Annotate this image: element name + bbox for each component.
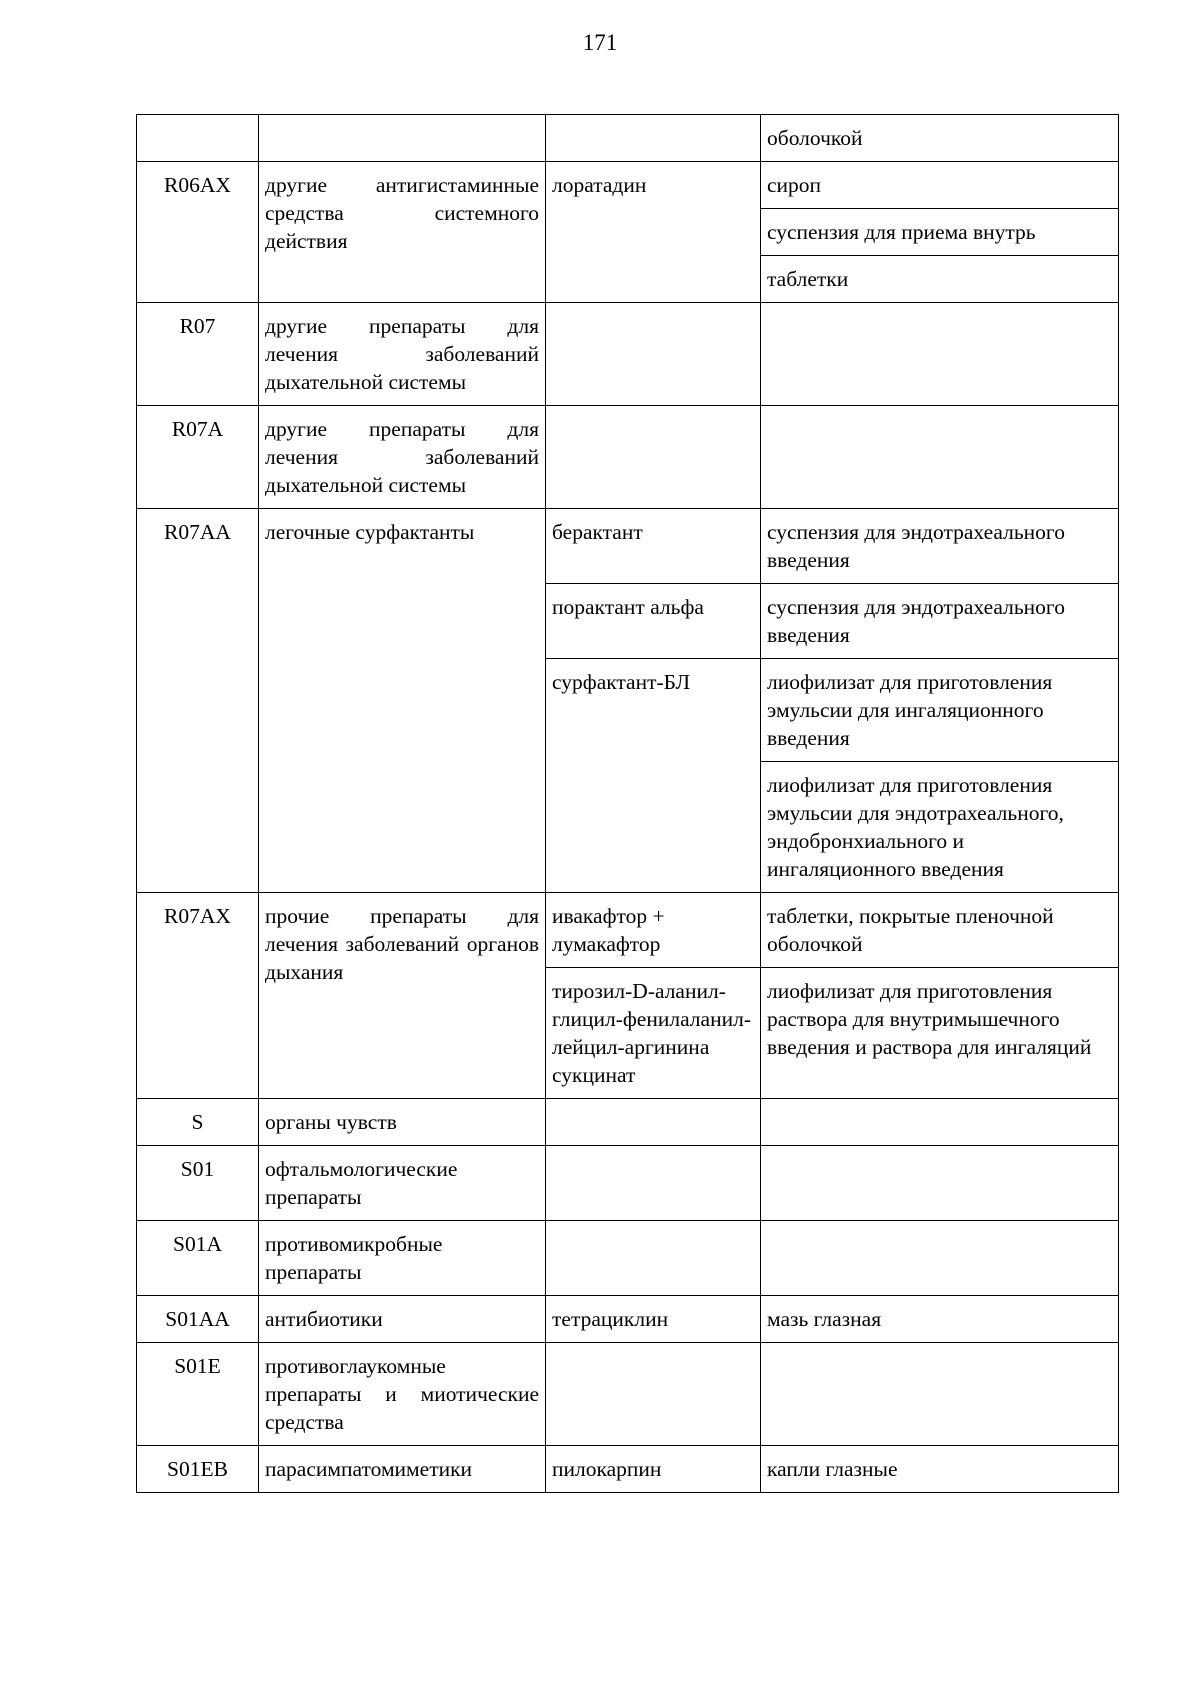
drug-table — [136, 114, 1119, 1493]
anatomical-group-cell: офтальмологические препараты — [259, 1146, 546, 1221]
table-row — [137, 162, 1119, 209]
anatomical-group-cell: противоглаукомные препараты и миотические средства — [259, 1343, 546, 1446]
drug-name-cell: лоратадин — [546, 162, 761, 303]
dosage-form-cell: суспензия для эндотрахеального введения — [761, 509, 1119, 584]
drug-name-cell — [546, 406, 761, 509]
drug-name-cell — [546, 1343, 761, 1446]
dosage-form-cell — [761, 303, 1119, 406]
atc-code-cell: R07AA — [137, 509, 259, 893]
atc-code-cell: S01E — [137, 1343, 259, 1446]
drug-name-cell: ивакафтор + лумакафтор — [546, 893, 761, 968]
dosage-form-cell: лиофилизат для приготовления эмульсии для ингаляционного введения — [761, 659, 1119, 762]
dosage-form-cell: таблетки, покрытые пленочной оболочкой — [761, 893, 1119, 968]
dosage-form-cell: капли глазные — [761, 1446, 1119, 1493]
table-row — [137, 1099, 1119, 1146]
table-row — [137, 509, 1119, 584]
table-row — [137, 893, 1119, 968]
drug-name-cell: сурфактант-БЛ — [546, 659, 761, 893]
table-row — [137, 1343, 1119, 1446]
dosage-form-cell: суспензия для эндотрахеального введения — [761, 584, 1119, 659]
dosage-form-cell: оболочкой — [761, 115, 1119, 162]
atc-code-cell: R07 — [137, 303, 259, 406]
dosage-form-cell: лиофилизат для приготовления эмульсии для эндотрахеального, эндобронхиального и ингаляционного введения — [761, 762, 1119, 893]
dosage-form-cell: лиофилизат для приготовления раствора для внутримышечного введения и раствора для ингаляций — [761, 968, 1119, 1099]
atc-code-cell: R07AX — [137, 893, 259, 1099]
drug-name-cell — [546, 303, 761, 406]
drug-name-cell: берактант — [546, 509, 761, 584]
table-row — [137, 303, 1119, 406]
atc-code-cell: S — [137, 1099, 259, 1146]
dosage-form-cell — [761, 1099, 1119, 1146]
dosage-form-cell: суспензия для приема внутрь — [761, 209, 1119, 256]
atc-code-cell: R06AX — [137, 162, 259, 303]
drug-name-cell — [546, 1099, 761, 1146]
anatomical-group-cell: легочные сурфактанты — [259, 509, 546, 893]
atc-code-cell: S01 — [137, 1146, 259, 1221]
anatomical-group-cell: органы чувств — [259, 1099, 546, 1146]
dosage-form-cell: мазь глазная — [761, 1296, 1119, 1343]
dosage-form-cell — [761, 1146, 1119, 1221]
drug-name-cell: пилокарпин — [546, 1446, 761, 1493]
table-body — [137, 115, 1119, 1493]
drug-name-cell — [546, 1146, 761, 1221]
table-row — [137, 406, 1119, 509]
dosage-form-cell: таблетки — [761, 256, 1119, 303]
page-number: 171 — [582, 30, 618, 55]
table-row — [137, 1221, 1119, 1296]
anatomical-group-cell: парасимпатомиметики — [259, 1446, 546, 1493]
table-row — [137, 1146, 1119, 1221]
table-row — [137, 1296, 1119, 1343]
atc-code-cell: R07A — [137, 406, 259, 509]
atc-code-cell: S01AA — [137, 1296, 259, 1343]
anatomical-group-cell: другие препараты для лечения заболеваний дыхательной системы — [259, 303, 546, 406]
dosage-form-cell — [761, 1343, 1119, 1446]
anatomical-group-cell: другие антигистаминные средства системного действия — [259, 162, 546, 303]
anatomical-group-cell: противомикробные препараты — [259, 1221, 546, 1296]
anatomical-group-cell: антибиотики — [259, 1296, 546, 1343]
atc-code-cell: S01EB — [137, 1446, 259, 1493]
anatomical-group-cell — [259, 115, 546, 162]
dosage-form-cell: сироп — [761, 162, 1119, 209]
table-row — [137, 1446, 1119, 1493]
drug-name-cell — [546, 115, 761, 162]
atc-code-cell — [137, 115, 259, 162]
anatomical-group-cell: другие препараты для лечения заболеваний дыхательной системы — [259, 406, 546, 509]
dosage-form-cell — [761, 1221, 1119, 1296]
dosage-form-cell — [761, 406, 1119, 509]
atc-code-cell: S01A — [137, 1221, 259, 1296]
drug-name-cell: тетрациклин — [546, 1296, 761, 1343]
drug-name-cell — [546, 1221, 761, 1296]
anatomical-group-cell: прочие препараты для лечения заболеваний органов дыхания — [259, 893, 546, 1099]
drug-name-cell: порактант альфа — [546, 584, 761, 659]
drug-name-cell: тирозил-D-аланил-глицил-фенилаланил-лейцил-аргинина сукцинат — [546, 968, 761, 1099]
table-row — [137, 115, 1119, 162]
